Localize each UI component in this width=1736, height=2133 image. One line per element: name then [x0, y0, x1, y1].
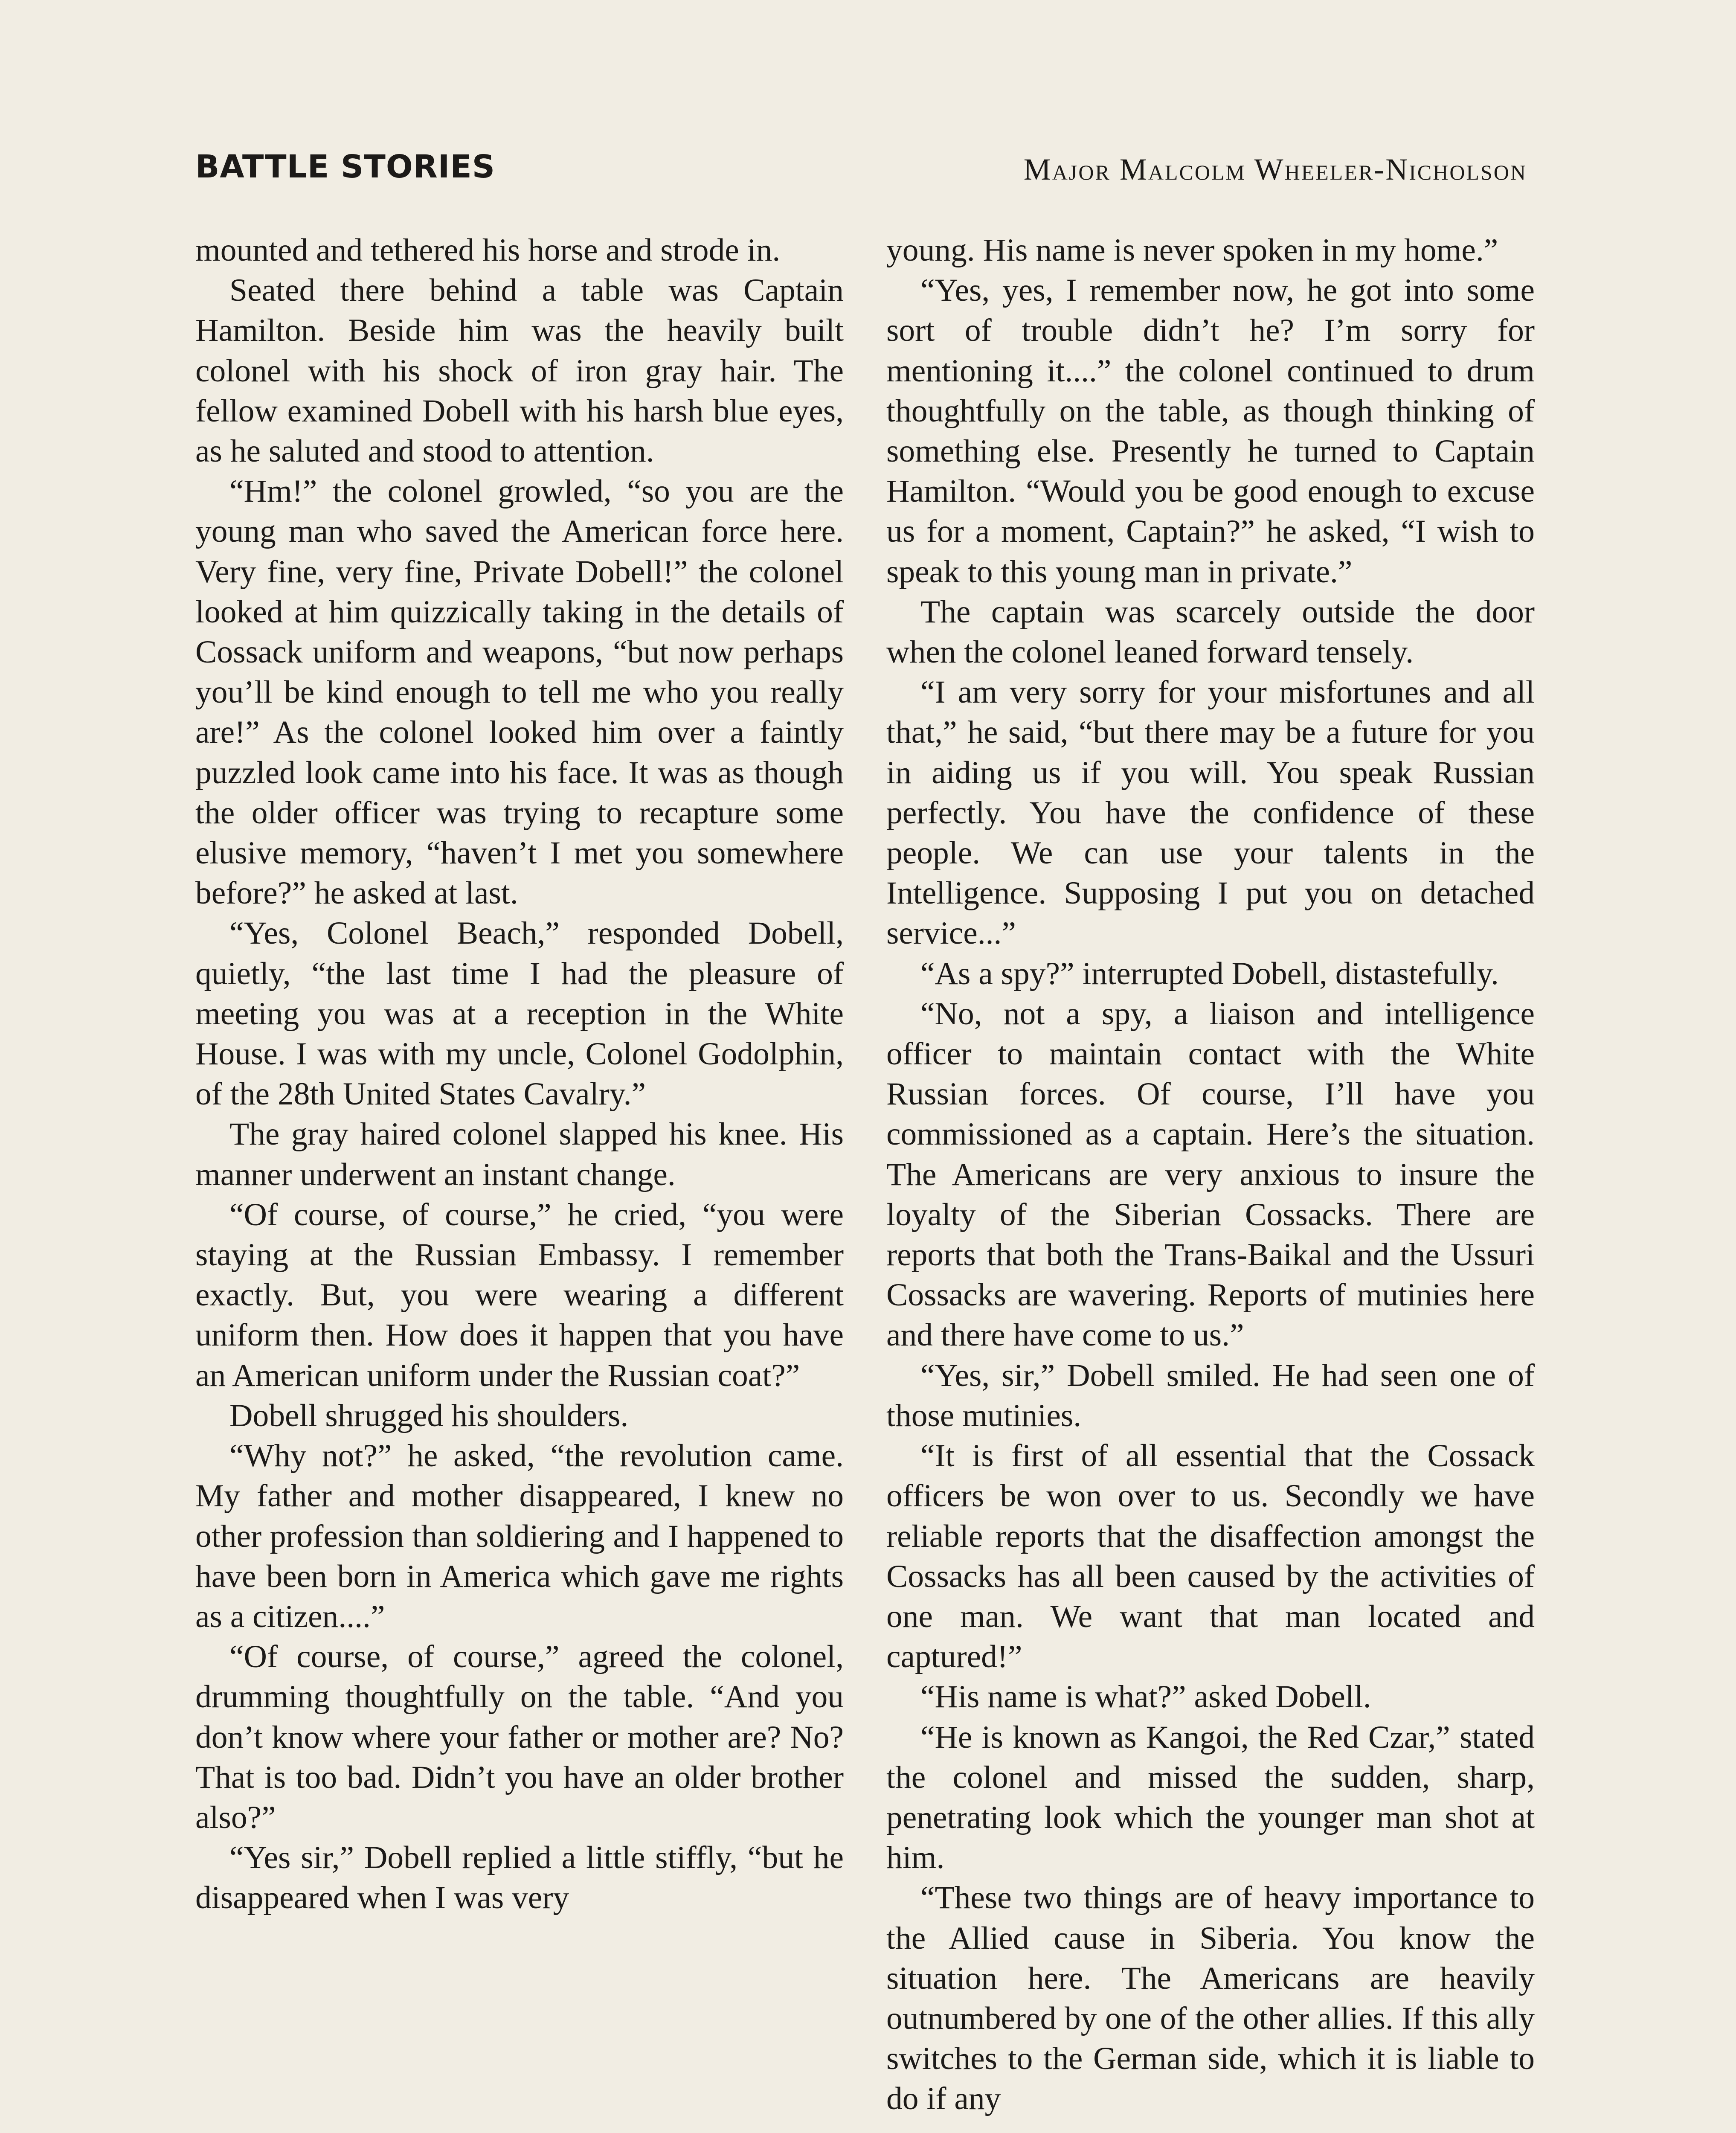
paragraph: mounted and tethered his horse and strode in. — [195, 232, 781, 268]
paragraph: “Yes, Colonel Beach,” responded Dobell, quietly, “the last time I had the pleasure of meeting you was at a reception in the White House. I was with my uncle, Colonel Godolphin, of the 28th United States Cavalry.” — [195, 915, 844, 1112]
right-text-column — [886, 230, 1535, 2119]
paragraph: “Of course, of course,” agreed the colonel, drumming thoughtfully on the table. “And you don’t know where your father or mother are? No? That is too bad. Didn’t you have an older brother also?” — [195, 1639, 844, 1835]
paragraph: “Yes, yes, I remember now, he got into some sort of trouble didn’t he? I’m sorry for mentioning it....” the colonel continued to drum thoughtfully on the table, as though thinking of something else. Presently he turned to Captain Hamilton. “Would you be good enough to excuse us for a moment, Captain?” he asked, “I wish to speak to this young man in private.” — [886, 273, 1535, 590]
paragraph: “Of course, of course,” he cried, “you were staying at the Russian Embassy. I remember exactly. But, you were wearing a different uniform then. How does it happen that you have an American uniform under the Russian coat?” — [195, 1197, 844, 1393]
paragraph: The captain was scarcely outside the door when the colonel leaned forward tensely. — [886, 594, 1535, 670]
paragraph: “He is known as Kangoi, the Red Czar,” stated the colonel and missed the sudden, sharp, penetrating look which the younger man shot at him. — [886, 1719, 1535, 1876]
paragraph: “These two things are of heavy importance to the Allied cause in Siberia. You know the situation here. The Americans are heavily outnumbered by one of the other allies. If this ally switches to the German side, which it is liable to do if any — [886, 1880, 1535, 2117]
paragraph: The gray haired colonel slapped his knee. His manner underwent an instant change. — [195, 1116, 844, 1192]
paragraph: “Why not?” he asked, “the revolution came. My father and mother disappeared, I knew no other profession than soldiering and I happened to have been born in America which gave me rights as a citizen....” — [195, 1438, 844, 1634]
paragraph: Seated there behind a table was Captain Hamilton. Beside him was the heavily built colonel with his shock of iron gray hair. The fellow examined Dobell with his harsh blue eyes, as he saluted and stood to attention. — [195, 273, 844, 469]
paragraph: “I am very sorry for your misfortunes and all that,” he said, “but there may be a future for you in aiding us if you will. You speak Russian perfectly. You have the confidence of these people. We can use your talents in the Intelligence. Supposing I put you on detached service...” — [886, 674, 1535, 951]
paragraph: “No, not a spy, a liaison and intelligence officer to maintain contact with the White Russian forces. Of course, I’ll have you commissioned as a captain. Here’s the situation. The Americans are very anxious to insure the loyalty of the Siberian Cossacks. There are reports that both the Trans-Baikal and the Ussuri Cossacks are wavering. Reports of mutinies here and there have come to us.” — [886, 996, 1535, 1353]
paragraph: “His name is what?” asked Dobell. — [920, 1679, 1371, 1715]
paragraph: “As a spy?” interrupted Dobell, distastefully. — [920, 956, 1499, 991]
paragraph: young. His name is never spoken in my home.” — [886, 232, 1498, 268]
publication-title: BATTLE STORIES — [195, 148, 496, 185]
paragraph: “Hm!” the colonel growled, “so you are the young man who saved the American force here. Very fine, very fine, Private Dobell!” the colonel looked at him quizzically taking in the details of Cossack uniform and weapons, “but now perhaps you’ll be kind enough to tell me who you really are!” As the colonel looked him over a faintly puzzled look came into his face. It was as though the older officer was trying to recapture some elusive memory, “haven’t I met you somewhere before?” he asked at last. — [195, 474, 844, 911]
paragraph: Dobell shrugged his shoulders. — [229, 1398, 629, 1433]
paragraph: “Yes, sir,” Dobell smiled. He had seen one of those mutinies. — [886, 1357, 1535, 1433]
running-header — [195, 148, 1527, 191]
author-name: Major Malcolm Wheeler-Nicholson — [1023, 152, 1527, 186]
left-text-column — [195, 230, 844, 1918]
paragraph: “It is first of all essential that the Cossack officers be won over to us. Secondly we have reliable reports that the disaffection amongst the Cossacks has all been caused by the activities of one man. We want that man located and captured!” — [886, 1438, 1535, 1675]
paragraph: “Yes sir,” Dobell replied a little stiffly, “but he disappeared when I was very — [195, 1840, 844, 1916]
